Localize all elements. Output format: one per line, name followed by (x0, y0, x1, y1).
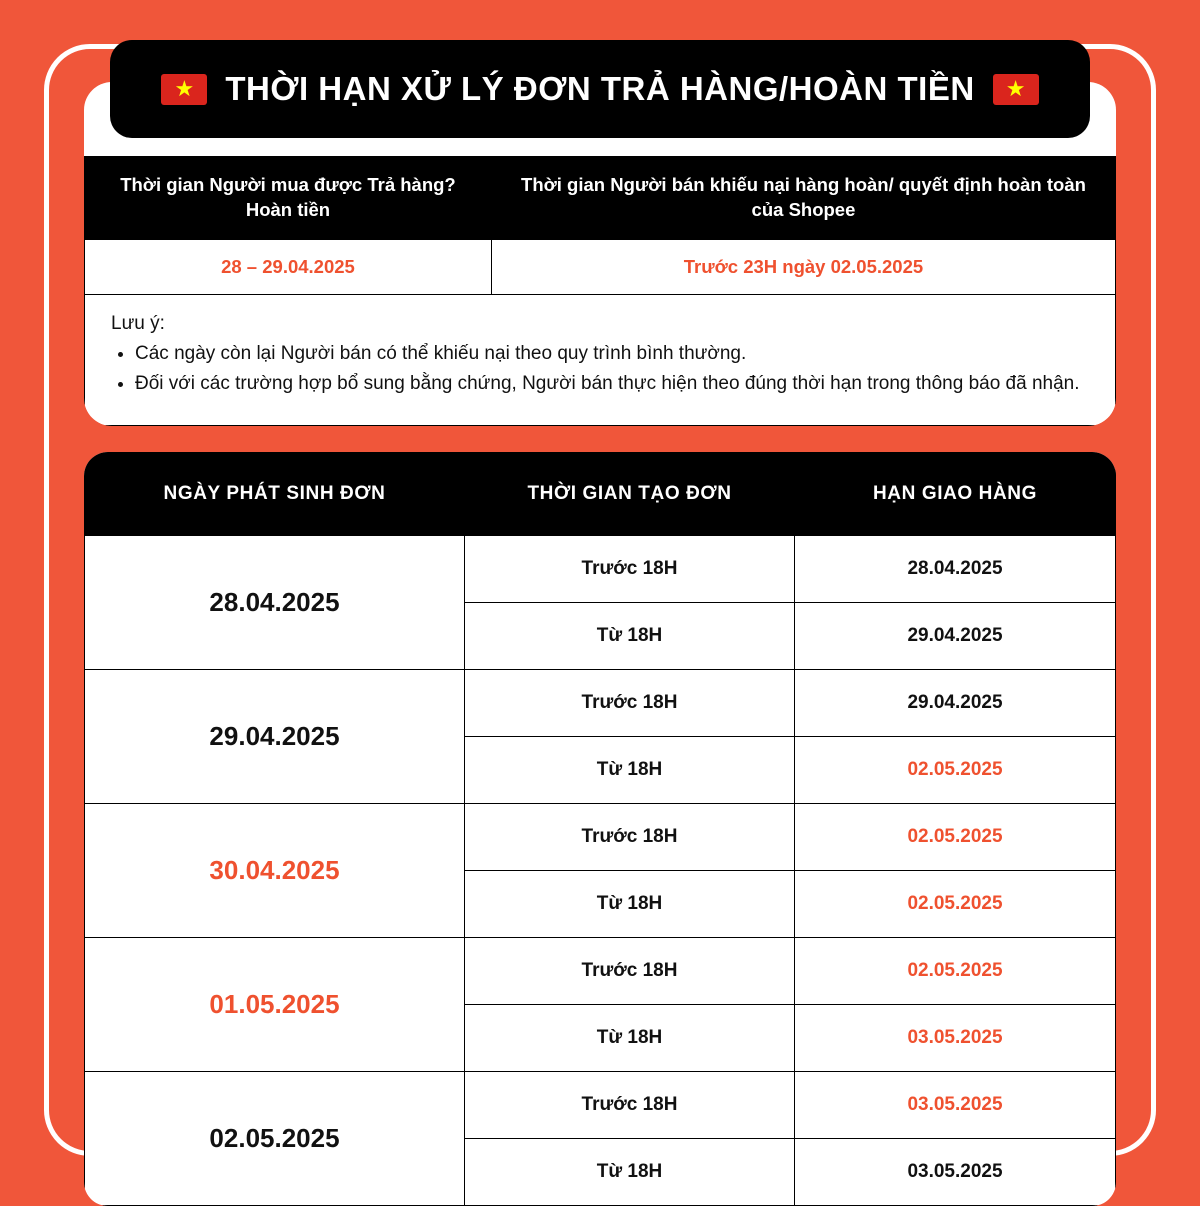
table-row (85, 670, 1116, 737)
cell-order-date: 02.05.2025 (85, 1072, 465, 1206)
list-item: • Đối với các trường hợp bổ sung bằng chứng, Người bán thực hiện theo đúng thời hạn trong thông báo đã nhận. (135, 371, 1089, 398)
cell-delivery-deadline: 29.04.2025 (795, 670, 1116, 737)
note-title: Lưu ý: (111, 312, 165, 334)
return-refund-table (84, 156, 1116, 426)
cell-order-date: 28.04.2025 (85, 536, 465, 670)
cell-order-date: 30.04.2025 (85, 804, 465, 938)
cell-order-time: Trước 18H (465, 938, 795, 1005)
cell-order-time: Trước 18H (465, 536, 795, 603)
cell-delivery-deadline: 03.05.2025 (795, 1072, 1116, 1139)
delivery-deadline-card (84, 452, 1116, 1206)
table-header-row (85, 453, 1116, 536)
table-note-row (85, 294, 1116, 425)
cell-order-time: Trước 18H (465, 670, 795, 737)
flag-vietnam-icon-left: ★ (161, 74, 207, 105)
cell-order-time: Từ 18H (465, 737, 795, 804)
cell-order-time: Trước 18H (465, 1072, 795, 1139)
delivery-deadline-table (84, 452, 1116, 1206)
flag-vietnam-icon-right: ★ (993, 74, 1039, 105)
cell-order-time: Từ 18H (465, 1139, 795, 1206)
cell-delivery-deadline: 03.05.2025 (795, 1005, 1116, 1072)
header-delivery-deadline: HẠN GIAO HÀNG (795, 453, 1116, 536)
table-row (85, 1072, 1116, 1139)
page-title-banner (110, 40, 1090, 138)
cell-delivery-deadline: 29.04.2025 (795, 603, 1116, 670)
cell-order-time: Từ 18H (465, 871, 795, 938)
cell-delivery-deadline: 02.05.2025 (795, 737, 1116, 804)
cell-delivery-deadline: 02.05.2025 (795, 804, 1116, 871)
table-row (85, 938, 1116, 1005)
table-value-row (85, 239, 1116, 294)
header-seller-claim-window: Thời gian Người bán khiếu nại hàng hoàn/ quyết định hoàn toàn của Shopee (491, 157, 1115, 240)
value-buyer-return-window: 28 – 29.04.2025 (85, 239, 492, 294)
table-row (85, 804, 1116, 871)
table-row (85, 536, 1116, 603)
cell-order-time: Trước 18H (465, 804, 795, 871)
table-header-row (85, 157, 1116, 240)
page-title: THỜI HẠN XỬ LÝ ĐƠN TRẢ HÀNG/HOÀN TIỀN (225, 70, 975, 107)
cell-order-time: Từ 18H (465, 1005, 795, 1072)
list-item: • Các ngày còn lại Người bán có thể khiếu nại theo quy trình bình thường. (135, 341, 1089, 368)
header-order-time: THỜI GIAN TẠO ĐƠN (465, 453, 795, 536)
cell-order-date: 29.04.2025 (85, 670, 465, 804)
value-seller-claim-window: Trước 23H ngày 02.05.2025 (491, 239, 1115, 294)
header-order-date: NGÀY PHÁT SINH ĐƠN (85, 453, 465, 536)
header-buyer-return-window: Thời gian Người mua được Trả hàng?Hoàn tiền (85, 157, 492, 240)
note-cell (85, 294, 1116, 425)
cell-order-date: 01.05.2025 (85, 938, 465, 1072)
cell-delivery-deadline: 28.04.2025 (795, 536, 1116, 603)
cell-delivery-deadline: 03.05.2025 (795, 1139, 1116, 1206)
note-list (111, 341, 1089, 398)
cell-delivery-deadline: 02.05.2025 (795, 938, 1116, 1005)
cell-delivery-deadline: 02.05.2025 (795, 871, 1116, 938)
cell-order-time: Từ 18H (465, 603, 795, 670)
